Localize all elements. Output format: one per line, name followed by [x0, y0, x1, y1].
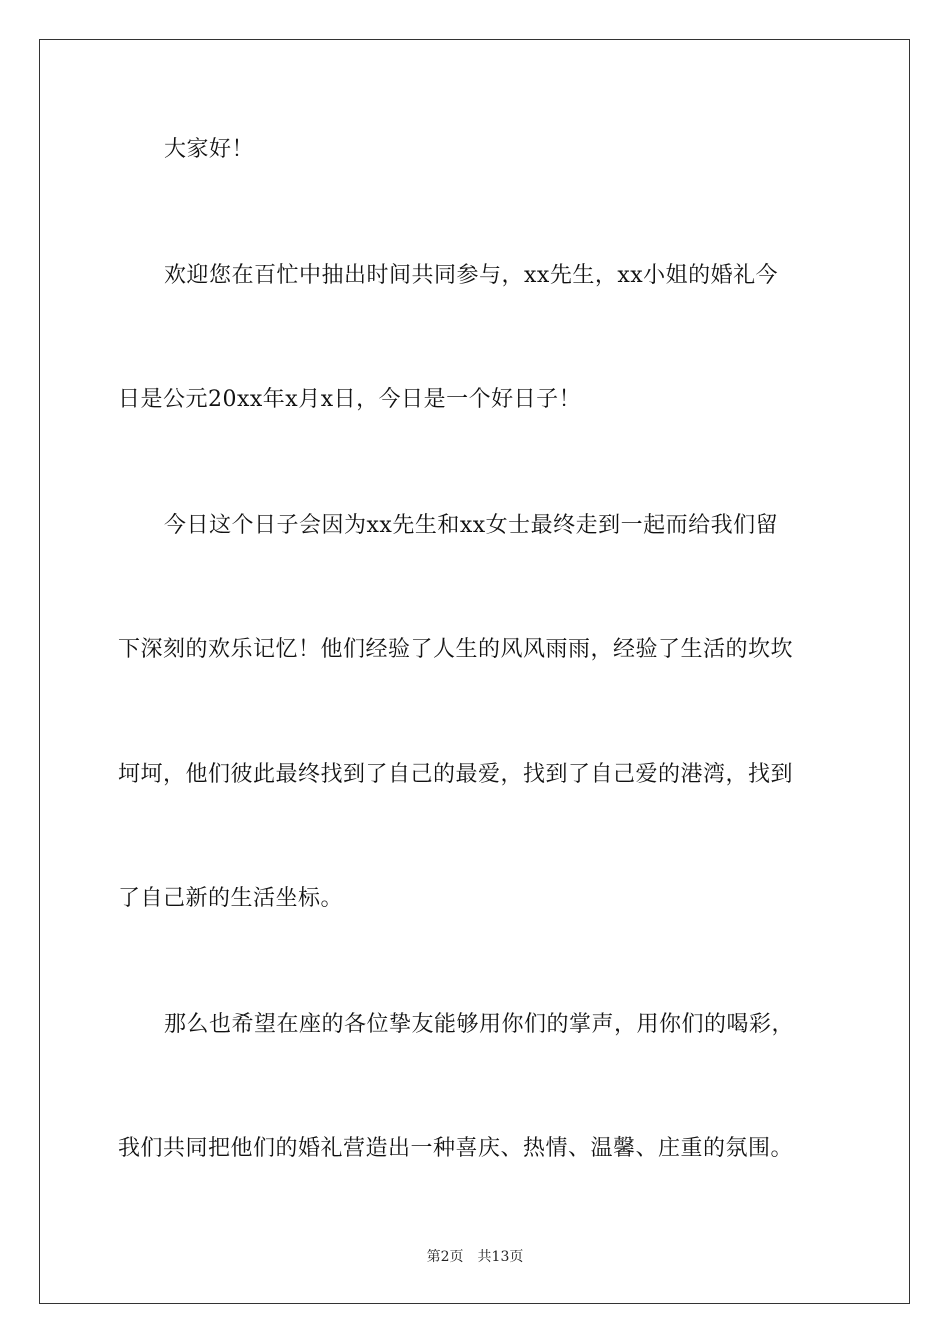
page-footer	[0, 1248, 950, 1266]
page-number: 第2页	[426, 1249, 464, 1265]
paragraph-line: 下深刻的欢乐记忆！他们经验了人生的风风雨雨，经验了生活的坎坎	[118, 637, 794, 662]
paragraph-line: 日是公元20xx年x月x日，今日是一个好日子！	[118, 387, 582, 412]
page-total: 共13页	[477, 1249, 524, 1265]
paragraph-line: 我们共同把他们的婚礼营造出一种喜庆、热情、温馨、庄重的氛围。	[118, 1136, 794, 1161]
greeting-line: 大家好！	[164, 137, 255, 162]
paragraph-line: 欢迎您在百忙中抽出时间共同参与，xx先生，xx小姐的婚礼今	[164, 263, 779, 288]
paragraph-line: 今日这个日子会因为xx先生和xx女士最终走到一起而给我们留	[164, 513, 779, 538]
page-frame	[39, 39, 910, 1304]
paragraph-line: 坷坷，他们彼此最终找到了自己的最爱，找到了自己爱的港湾，找到	[118, 762, 794, 787]
paragraph-line: 那么也希望在座的各位挚友能够用你们的掌声，用你们的喝彩，	[164, 1012, 795, 1037]
paragraph-line: 了自己新的生活坐标。	[118, 886, 344, 911]
